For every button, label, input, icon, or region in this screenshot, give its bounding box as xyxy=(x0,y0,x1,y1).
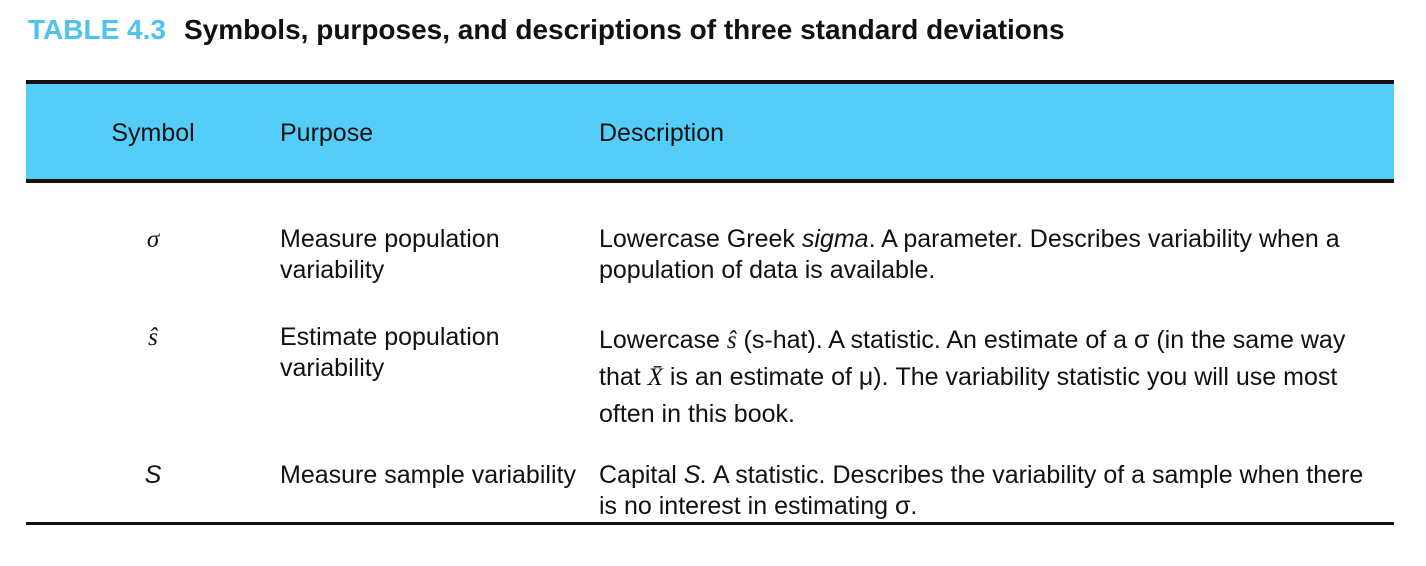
description-symbol: ŝ xyxy=(726,327,737,354)
description-text: . A parameter. Describes variability when a population of data is available. xyxy=(599,225,1340,284)
description-emphasis: sigma xyxy=(801,225,869,253)
table-number: TABLE 4.3 xyxy=(28,14,166,45)
table-caption xyxy=(28,14,1065,46)
description-cell xyxy=(599,460,1379,522)
table-title: Symbols, purposes, and descriptions of three standard deviations xyxy=(183,14,1065,45)
symbol-sigma: σ xyxy=(146,226,160,253)
description-text: A statistic. Describes the variability of a sample when there is no interest in estimating σ. xyxy=(599,461,1364,520)
description-cell xyxy=(599,322,1379,432)
symbol-capital-s: S xyxy=(144,461,162,489)
description-cell xyxy=(599,224,1379,286)
column-header-symbol: Symbol xyxy=(111,119,195,147)
symbol-s-hat: ŝ xyxy=(148,324,158,351)
description-emphasis: S. xyxy=(683,461,708,489)
purpose-cell: Estimate population variability xyxy=(280,323,500,382)
column-header-purpose: Purpose xyxy=(280,119,374,147)
description-text: Lowercase Greek xyxy=(599,225,802,253)
description-symbol: X̄ xyxy=(647,364,663,391)
description-text: (s-hat). A statistic. An estimate of a σ (in the same way that xyxy=(599,326,1346,391)
description-text: is an estimate of μ). The variability statistic you will use most often in this book. xyxy=(599,363,1338,428)
description-text: Lowercase xyxy=(599,326,727,354)
bottom-rule xyxy=(26,522,1394,525)
purpose-cell: Measure sample variability xyxy=(280,461,576,489)
purpose-cell: Measure population variability xyxy=(280,225,500,284)
description-text: Capital xyxy=(599,461,684,489)
header-rule xyxy=(26,179,1394,183)
column-header-description: Description xyxy=(599,119,725,147)
